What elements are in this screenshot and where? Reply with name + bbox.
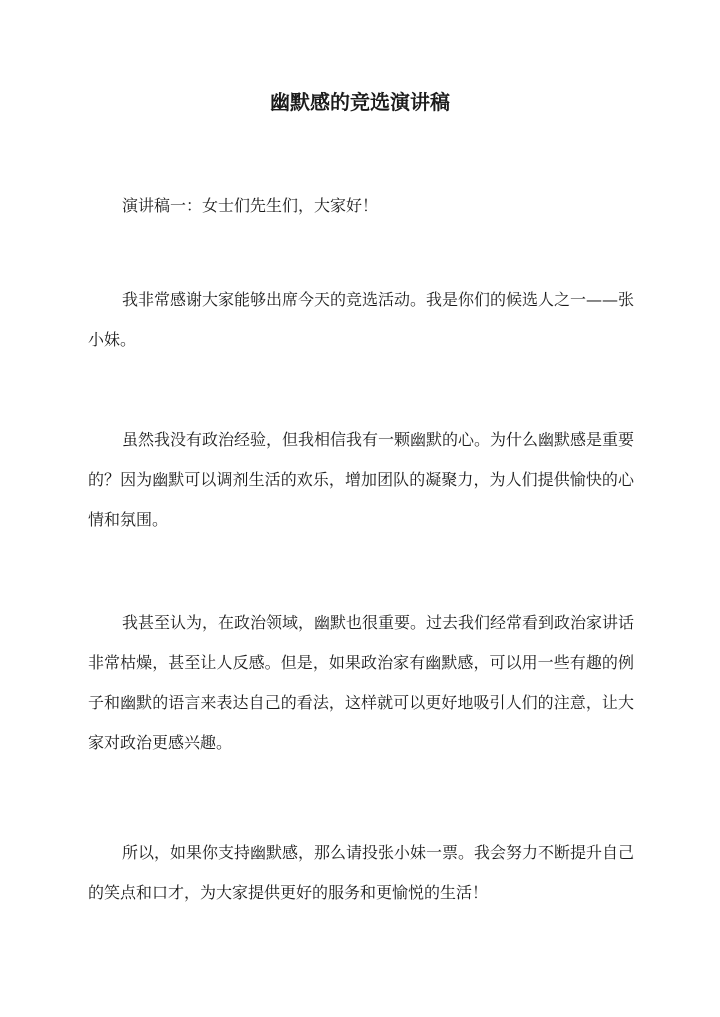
paragraph-closing: 所以，如果你支持幽默感，那么请投张小妹一票。我会努力不断提升自己的笑点和口才，为大家提供更好的服务和更愉悦的生活！ <box>88 843 635 902</box>
paragraph-humor-importance: 虽然我没有政治经验，但我相信我有一颗幽默的心。为什么幽默感是重要的？因为幽默可以调剂生活的欢乐，增加团队的凝聚力，为人们提供愉快的心情和氛围。 <box>88 430 635 529</box>
paragraph-introduction: 我非常感谢大家能够出席今天的竞选活动。我是你们的候选人之一——张小妹。 <box>88 290 635 349</box>
paragraph-greeting: 演讲稿一：女士们先生们，大家好！ <box>122 196 379 215</box>
paragraph-humor-in-politics: 我甚至认为，在政治领域，幽默也很重要。过去我们经常看到政治家讲话非常枯燥，甚至让人反感。但是，如果政治家有幽默感，可以用一些有趣的例子和幽默的语言来表达自己的看法，这样就可以更好地吸引人们的注意，让大家对政治更感兴趣。 <box>88 613 635 752</box>
document-title: 幽默感的竞选演讲稿 <box>270 90 450 114</box>
